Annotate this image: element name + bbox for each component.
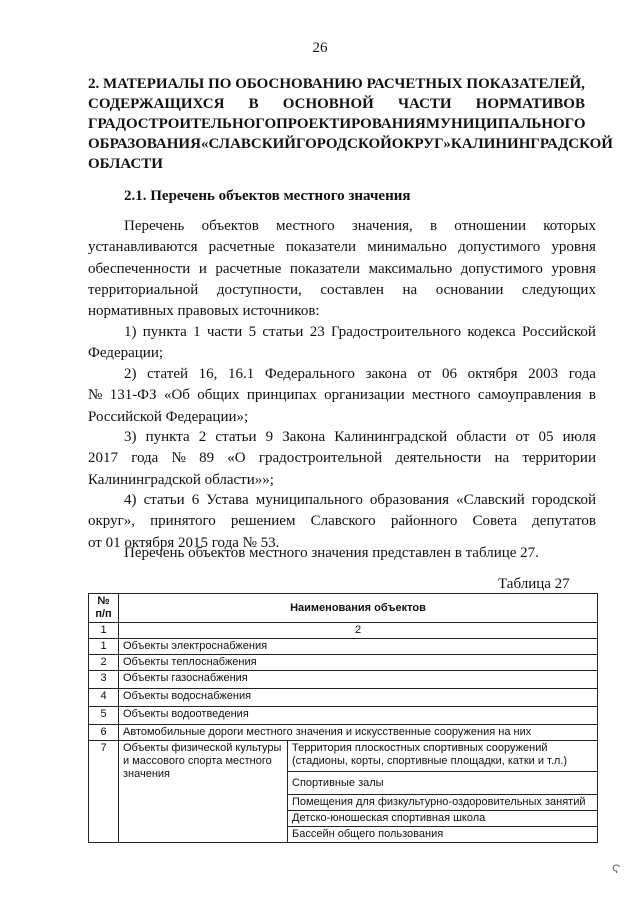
subsection-title: 2.1. Перечень объектов местного значения (124, 188, 411, 204)
paragraph-word: показатели (285, 239, 357, 256)
column-numbers-row (89, 623, 598, 639)
paragraph-word: 2017 (88, 450, 118, 467)
paragraph-word: 23 (309, 324, 325, 340)
heading-word: ПО (208, 76, 232, 92)
paragraph-word: «Славский (456, 492, 525, 508)
paragraph-line: от 01 октября 2015 года № 53. (88, 534, 280, 551)
paragraph-word: расчетные (208, 239, 275, 256)
paragraph-line: Российской Федерации»; (88, 408, 249, 425)
heading-word: ОБРАЗОВАНИЯ (88, 136, 201, 152)
heading-word: СОДЕРЖАЩИХСЯ (88, 96, 225, 112)
paragraph-word: объектов (201, 218, 259, 234)
heading-word: РАСЧЕТНЫХ (366, 76, 463, 92)
row-name: Объекты водоотведения (119, 707, 598, 725)
table-row (89, 689, 598, 707)
paragraph-line (88, 490, 596, 511)
paragraph-line (88, 322, 596, 343)
paragraph-word: от (417, 366, 432, 382)
paragraph-word: 4) (124, 492, 137, 508)
paragraph-word: пункта (142, 324, 187, 340)
paragraph-word: 6 (191, 492, 200, 508)
paragraph-word: 2) (124, 366, 137, 382)
heading-word: В (248, 96, 259, 112)
paragraph-word: «О (227, 450, 246, 467)
paragraph-word: принципах (246, 387, 317, 404)
paragraph-word: местного (411, 387, 471, 404)
header-name: Наименования объектов (119, 594, 598, 623)
heading-word: ОБОСНОВАНИЮ (235, 76, 363, 92)
row-num: 2 (89, 655, 119, 671)
paragraph-word: 1) (124, 324, 137, 340)
row-name: Объекты физической культуры и массового спорта местного значения (119, 741, 288, 843)
paragraph-word: допустимого (460, 260, 543, 277)
paragraph-word: следующих (521, 281, 596, 298)
paragraph-word: и (198, 260, 207, 277)
paragraph-word: значения, (351, 218, 413, 234)
paragraph-word: городской (531, 492, 596, 508)
row-num: 1 (89, 639, 119, 655)
heading-word: ГРАДОСТРОИТЕЛЬНОГО (88, 116, 277, 132)
paragraph-word: Устава (206, 492, 249, 508)
paragraph-word: 1 (193, 324, 201, 340)
paragraph-line (88, 448, 596, 469)
intro-paragraph (88, 216, 596, 322)
row-name: Объекты водоснабжения (119, 689, 598, 707)
paragraph-word: территориальной (88, 281, 199, 298)
paragraph-word: Градостроительного (330, 324, 462, 340)
paragraph-word: градостроительной (258, 450, 383, 467)
paragraph-word: года (131, 450, 159, 467)
paragraph-word: части (206, 324, 243, 340)
table-header-row (89, 594, 598, 623)
paragraph-word: пункта (145, 429, 190, 445)
paragraph-word: статей (147, 366, 189, 382)
paragraph-word: области (456, 429, 507, 445)
paragraph-word: показатели (289, 260, 361, 277)
source-item-3 (88, 427, 596, 491)
paragraph-word: образования (369, 492, 450, 508)
paragraph-word: составлен (320, 281, 384, 298)
paragraph-word: на (402, 281, 418, 298)
paragraph-word: Совета (472, 513, 518, 530)
paragraph-word: 89 (199, 450, 215, 467)
sports-item: Территория плоскостных спортивных сооружений (стадионы, корты, спортивные площадки, катки и т.л.) (288, 741, 598, 772)
paragraph-word: 5 (248, 324, 257, 340)
row-num: 5 (89, 707, 119, 725)
paragraph-line (88, 259, 596, 280)
paragraph-word: доступности, (216, 281, 302, 298)
table-row (89, 655, 598, 671)
paragraph-word: статьи (143, 492, 185, 508)
paragraph-word: октября (467, 366, 518, 382)
paragraph-word: Калининградской (334, 429, 448, 445)
table-row (89, 671, 598, 689)
paragraph-line (88, 511, 596, 532)
paragraph-word: решением (230, 513, 296, 530)
paragraph-word: Перечень (124, 218, 185, 234)
row-name: Объекты теплоснабжения (119, 655, 598, 671)
heading-line (88, 94, 585, 114)
paragraph-word: статьи (215, 429, 257, 445)
paragraph-word: 131-ФЗ (109, 387, 157, 404)
paragraph-word: муниципального (255, 492, 363, 508)
paragraph-line (88, 216, 596, 237)
heading-word: ПРОЕКТИРОВАНИЯ (276, 116, 426, 132)
paragraph-line: Перечень объектов местного значения представлен в таблице 27. (124, 545, 539, 561)
paragraph-word: основании (435, 281, 504, 298)
paragraph-word: 16.1 (228, 366, 255, 382)
col-num-1: 1 (89, 623, 119, 639)
heading-line (88, 134, 613, 154)
paragraph-word: № (171, 450, 186, 467)
paragraph-word: расчетные (215, 260, 282, 277)
col-num-2: 2 (119, 623, 598, 639)
table-row (89, 707, 598, 725)
paragraph-word: 06 (441, 366, 457, 382)
paragraph-line: Калининградской области»»; (88, 471, 274, 488)
paragraph-word: закона (365, 366, 407, 382)
paragraph-word: Славского (310, 513, 376, 530)
heading-line (88, 74, 585, 94)
table-row-sports (89, 741, 598, 772)
heading-word: «СЛАВСКИЙ (200, 136, 296, 152)
header-num: № п/п (89, 594, 119, 623)
paragraph-word: в (429, 218, 438, 234)
paragraph-word: 2 (198, 429, 207, 445)
paragraph-word: уровня (551, 239, 596, 256)
paragraph-word: самоуправления (477, 387, 582, 404)
heading-word: ОСНОВНОЙ (282, 96, 374, 112)
sports-item: Спортивные залы (288, 772, 598, 795)
margin-mark: Ϛ (612, 862, 621, 876)
table-reference-paragraph (88, 543, 596, 564)
paragraph-word: организации (324, 387, 405, 404)
paragraph-line: Федерации; (88, 345, 164, 362)
paragraph-word: кодекса (467, 324, 516, 340)
page-number: 26 (312, 40, 328, 56)
paragraph-word: местного (276, 218, 335, 234)
heading-word: ГОРОДСКОЙ (295, 136, 392, 152)
heading-line (88, 114, 585, 134)
paragraph-word: в (588, 387, 596, 404)
paragraph-word: 16, (198, 366, 218, 382)
row-num: 7 (89, 741, 119, 843)
paragraph-word: июля (562, 429, 596, 445)
paragraph-line (88, 364, 596, 385)
heading-word: ЧАСТИ (397, 96, 452, 112)
paragraph-line (88, 427, 596, 448)
row-name: Автомобильные дороги местного значения и искусственные сооружения на них (119, 725, 598, 741)
paragraph-word: минимально (367, 239, 447, 256)
row-num: 4 (89, 689, 119, 707)
row-name: Объекты газоснабжения (119, 671, 598, 689)
paragraph-word: допустимого (458, 239, 541, 256)
paragraph-word: максимально (368, 260, 453, 277)
paragraph-word: 05 (538, 429, 554, 445)
sports-item: Помещения для физкультурно-оздоровительных занятий (288, 795, 598, 811)
heading-line: ОБЛАСТИ (88, 156, 163, 172)
paragraph-word: 2003 (528, 366, 559, 382)
paragraph-word: территории (522, 450, 596, 467)
paragraph-word: на (494, 450, 510, 467)
paragraph-word: статьи (262, 324, 304, 340)
table-row (89, 725, 598, 741)
paragraph-line (88, 385, 596, 406)
paragraph-word: № (88, 387, 103, 404)
heading-word: МУНИЦИПАЛЬНОГО (425, 116, 586, 132)
paragraph-word: года (568, 366, 596, 382)
row-name: Объекты электроснабжения (119, 639, 598, 655)
source-item-1 (88, 322, 596, 365)
row-num: 6 (89, 725, 119, 741)
paragraph-word: районного (390, 513, 458, 530)
paragraph-word: уровня (551, 260, 596, 277)
heading-word: 2. (88, 76, 100, 92)
paragraph-word: Закона (282, 429, 326, 445)
paragraph-word: принятого (150, 513, 216, 530)
paragraph-line (88, 237, 596, 258)
paragraph-word: депутатов (532, 513, 596, 530)
heading-word: МАТЕРИАЛЫ (103, 76, 205, 92)
table-row (89, 639, 598, 655)
paragraph-word: 9 (265, 429, 274, 445)
section-heading (88, 74, 613, 174)
paragraph-word: «Об (163, 387, 190, 404)
sports-item: Бассейн общего пользования (288, 827, 598, 843)
paragraph-line (88, 280, 596, 301)
paragraph-word: которых (543, 218, 596, 234)
table-caption: Таблица 27 (498, 576, 570, 592)
heading-word: ОКРУГ» (391, 136, 451, 152)
paragraph-word: устанавливаются (88, 239, 198, 256)
source-item-2 (88, 364, 596, 428)
objects-table (88, 593, 598, 843)
heading-word: ПОКАЗАТЕЛЕЙ, (466, 76, 585, 92)
paragraph-line: нормативных правовых источников: (88, 303, 320, 320)
paragraph-word: обеспеченности (88, 260, 191, 277)
paragraph-word: деятельности (395, 450, 482, 467)
paragraph-word: 3) (124, 429, 137, 445)
row-num: 3 (89, 671, 119, 689)
paragraph-word: Российской (521, 324, 596, 340)
sports-item: Детско-юношеская спортивная школа (288, 811, 598, 827)
heading-word: НОРМАТИВОВ (475, 96, 585, 112)
paragraph-word: Федерального (264, 366, 355, 382)
paragraph-word: отношении (454, 218, 526, 234)
paragraph-word: от (515, 429, 530, 445)
paragraph-word: округ», (88, 513, 135, 530)
paragraph-word: общих (197, 387, 240, 404)
heading-word: КАЛИНИНГРАДСКОЙ (450, 136, 613, 152)
